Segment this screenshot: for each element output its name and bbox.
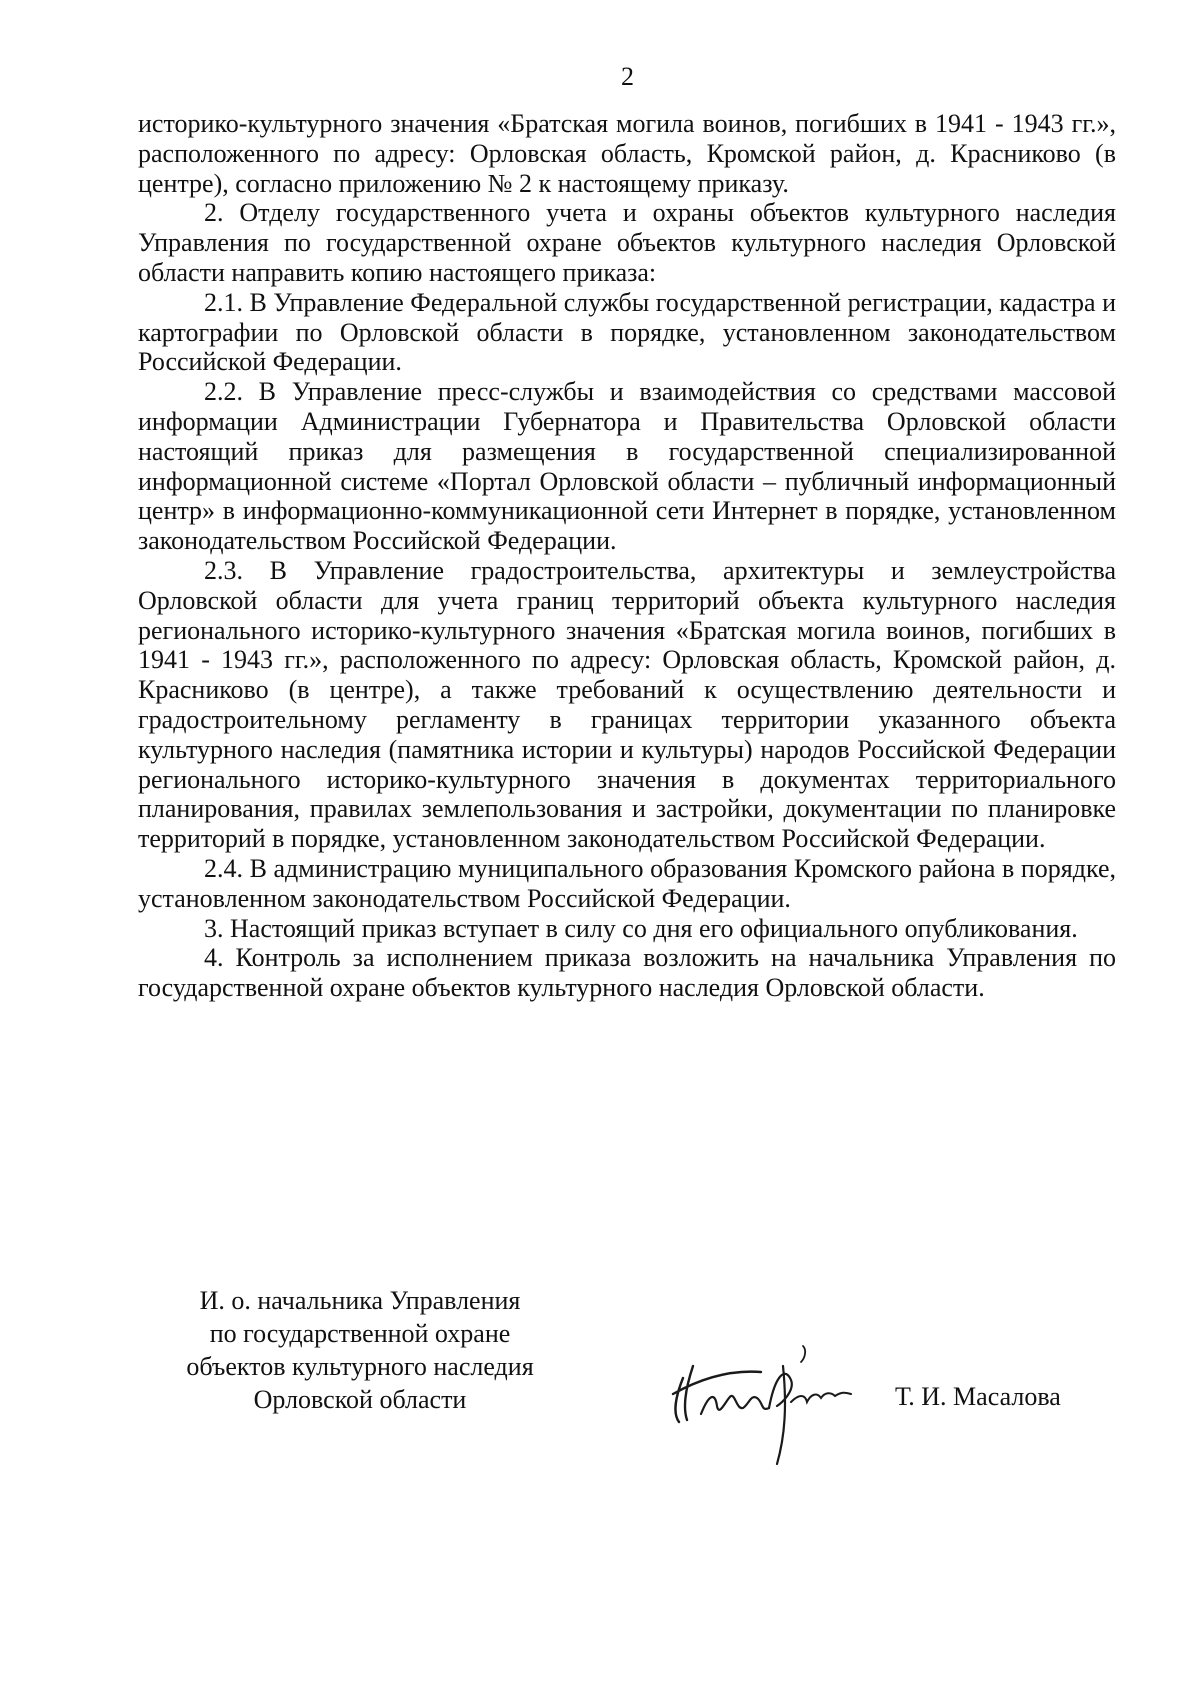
paragraph-2-2: 2.2. В Управление пресс-службы и взаимодействия со средствами массовой информации Администрации Губернатора и Правительства Орловской области настоящий приказ для размещения в государственной специализированной информационной системе «Портал Орловской области – публичный информационный центр» в информационно-коммуникационной сети Интернет в порядке, установленном законодательством Российской Федерации. <box>138 377 1116 556</box>
paragraph-2-4: 2.4. В администрацию муниципального образования Кромского района в порядке, установленном законодательством Российской Федерации. <box>138 853 1116 913</box>
handwritten-signature <box>665 1336 855 1466</box>
paragraph-4: 4. Контроль за исполнением приказа возложить на начальника Управления по государственной охране объектов культурного наследия Орловской области. <box>138 943 1116 1003</box>
page-number: 2 <box>621 62 634 91</box>
paragraph-2: 2. Отделу государственного учета и охраны объектов культурного наследия Управления по государственной охране объектов культурного наследия Орловской области направить копию настоящего приказа: <box>138 198 1116 287</box>
paragraph-continuation: историко-культурного значения «Братская могила воинов, погибших в 1941 - 1943 гг.», расположенного по адресу: Орловская область, Кромской район, д. Красниково (в центре), согласно приложению № 2 к настоящему приказу. <box>138 109 1116 198</box>
signatory-title-line: объектов культурного наследия <box>186 1352 534 1381</box>
paragraph-2-3: 2.3. В Управление градостроительства, архитектуры и землеустройства Орловской области для учета границ территорий объекта культурного наследия регионального историко-культурного значения «Братская могила воинов, погибших в 1941 - 1943 гг.», расположенного по адресу: Орловская область, Кромской район, д. Красниково (в центре), а также требований к осуществлению деятельности и градостроительному регламенту в границах территории указанного объекта культурного наследия (памятника истории и культуры) народов Российской Федерации регионального историко-культурного значения в документах территориального планирования, правилах землепользования и застройки, документации по планировке территорий в порядке, установленном законодательством Российской Федерации. <box>138 555 1116 854</box>
paragraph-3: 3. Настоящий приказ вступает в силу со дня его официального опубликования. <box>204 913 1078 943</box>
signatory-title-line: И. о. начальника Управления <box>199 1286 521 1315</box>
paragraph-2-1: 2.1. В Управление Федеральной службы государственной регистрации, кадастра и картографии по Орловской области в порядке, установленном законодательством Российской Федерации. <box>138 287 1116 377</box>
signatory-title <box>140 1284 580 1416</box>
signatory-title-line: по государственной охране <box>209 1319 511 1348</box>
document-body <box>138 109 1116 1003</box>
signer-name: Т. И. Масалова <box>895 1382 1061 1411</box>
signatory-title-line: Орловской области <box>253 1385 467 1414</box>
